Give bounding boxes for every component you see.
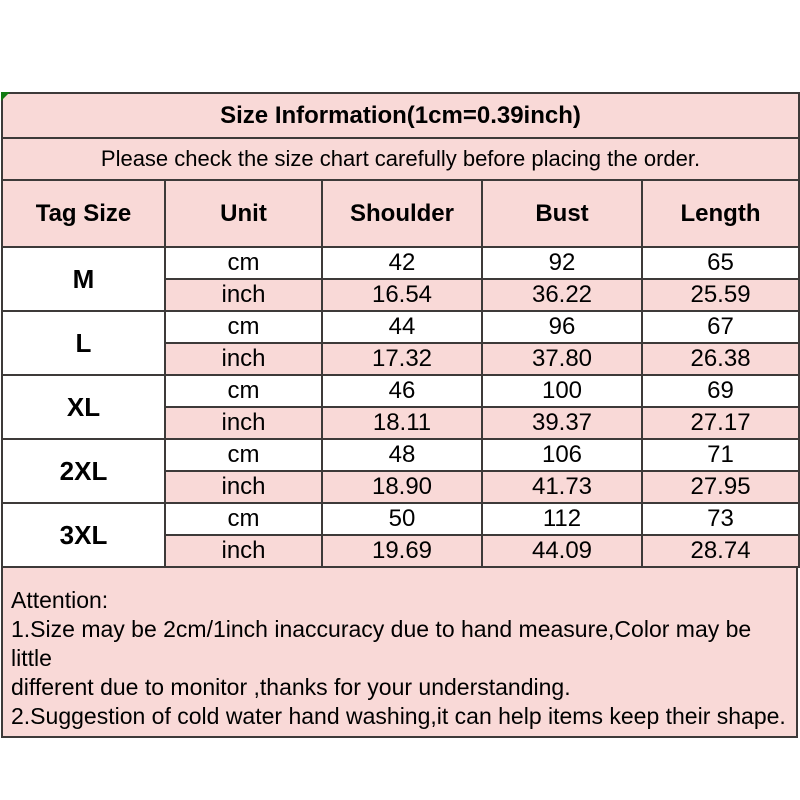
- measurement-cell: 44.09: [482, 535, 642, 567]
- size-row-cm: [2, 247, 799, 279]
- chart-title: Size Information(1cm=0.39inch): [2, 93, 799, 138]
- measurement-cell: 46: [322, 375, 482, 407]
- measurement-cell: 100: [482, 375, 642, 407]
- measurement-cell: 73: [642, 503, 799, 535]
- size-rows: [2, 247, 799, 567]
- col-header-bust: Bust: [482, 180, 642, 247]
- unit-cell: cm: [165, 375, 322, 407]
- unit-cell: inch: [165, 343, 322, 375]
- unit-cell: inch: [165, 535, 322, 567]
- tag-size-cell: XL: [2, 375, 165, 439]
- measurement-cell: 37.80: [482, 343, 642, 375]
- size-row-cm: [2, 311, 799, 343]
- unit-cell: inch: [165, 279, 322, 311]
- col-header-unit: Unit: [165, 180, 322, 247]
- measurement-cell: 41.73: [482, 471, 642, 503]
- size-row-cm: [2, 439, 799, 471]
- measurement-cell: 44: [322, 311, 482, 343]
- tag-size-cell: 2XL: [2, 439, 165, 503]
- measurement-cell: 26.38: [642, 343, 799, 375]
- attention-line: Attention:: [11, 587, 109, 613]
- tag-size-cell: 3XL: [2, 503, 165, 567]
- col-header-length: Length: [642, 180, 799, 247]
- unit-cell: cm: [165, 311, 322, 343]
- measurement-cell: 18.11: [322, 407, 482, 439]
- measurement-cell: 112: [482, 503, 642, 535]
- title-row: [2, 93, 799, 138]
- subtitle-row: [2, 138, 799, 180]
- attention-line: 1.Size may be 2cm/1inch inaccuracy due to hand measure,Color may be little: [11, 616, 752, 671]
- size-table: [1, 92, 800, 568]
- attention-line: 2.Suggestion of cold water hand washing,it can help items keep their shape.: [11, 703, 786, 729]
- measurement-cell: 28.74: [642, 535, 799, 567]
- attention-note: [1, 566, 798, 738]
- size-row-cm: [2, 375, 799, 407]
- measurement-cell: 106: [482, 439, 642, 471]
- measurement-cell: 36.22: [482, 279, 642, 311]
- measurement-cell: 65: [642, 247, 799, 279]
- unit-cell: inch: [165, 407, 322, 439]
- tag-size-cell: L: [2, 311, 165, 375]
- measurement-cell: 48: [322, 439, 482, 471]
- chart-subtitle: Please check the size chart carefully before placing the order.: [2, 138, 799, 180]
- measurement-cell: 25.59: [642, 279, 799, 311]
- size-chart: [1, 92, 798, 738]
- measurement-cell: 42: [322, 247, 482, 279]
- column-header-row: [2, 180, 799, 247]
- unit-cell: inch: [165, 471, 322, 503]
- measurement-cell: 16.54: [322, 279, 482, 311]
- unit-cell: cm: [165, 439, 322, 471]
- measurement-cell: 39.37: [482, 407, 642, 439]
- attention-line: different due to monitor ,thanks for your understanding.: [11, 674, 571, 700]
- measurement-cell: 92: [482, 247, 642, 279]
- unit-cell: cm: [165, 247, 322, 279]
- measurement-cell: 27.17: [642, 407, 799, 439]
- measurement-cell: 17.32: [322, 343, 482, 375]
- tag-size-cell: M: [2, 247, 165, 311]
- size-row-cm: [2, 503, 799, 535]
- col-header-tag-size: Tag Size: [2, 180, 165, 247]
- measurement-cell: 18.90: [322, 471, 482, 503]
- measurement-cell: 67: [642, 311, 799, 343]
- measurement-cell: 27.95: [642, 471, 799, 503]
- measurement-cell: 50: [322, 503, 482, 535]
- unit-cell: cm: [165, 503, 322, 535]
- measurement-cell: 69: [642, 375, 799, 407]
- measurement-cell: 71: [642, 439, 799, 471]
- measurement-cell: 96: [482, 311, 642, 343]
- col-header-shoulder: Shoulder: [322, 180, 482, 247]
- measurement-cell: 19.69: [322, 535, 482, 567]
- green-corner-marker-icon: [1, 92, 10, 101]
